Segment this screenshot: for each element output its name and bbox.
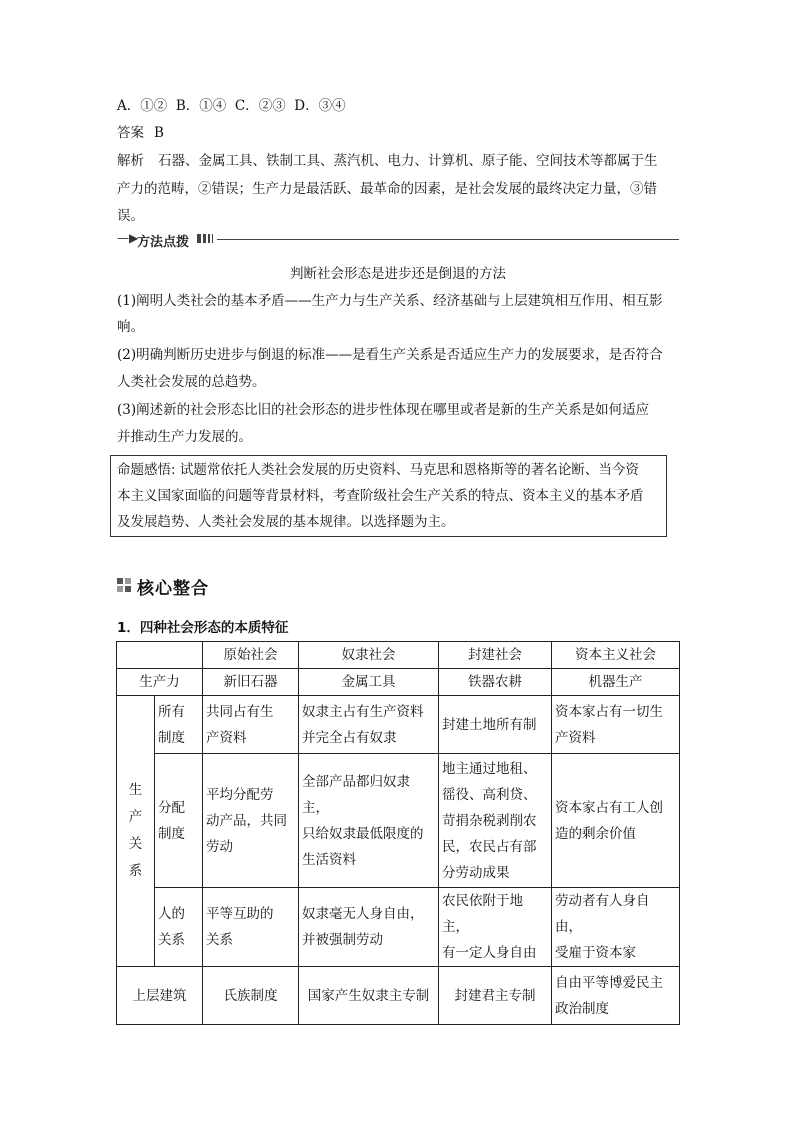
table-header-row	[117, 642, 680, 669]
relations-char: 系	[128, 863, 143, 879]
cell-line: 制度	[158, 729, 185, 746]
table-cell	[439, 696, 552, 754]
option-a: A．①②	[117, 98, 168, 114]
header-feudal: 封建社会	[439, 642, 552, 669]
analysis-label: 解析	[117, 153, 144, 169]
cell-line: 分劳动成果	[442, 864, 510, 881]
header-slave: 奴隶社会	[299, 642, 439, 669]
header-primitive: 原始社会	[203, 642, 299, 669]
cell-line: 资本家占有工人创	[555, 799, 663, 816]
table-cell	[552, 888, 680, 967]
cell-line: 奴隶毫无人身自由，	[302, 906, 424, 922]
cell-line: 并完全占有奴隶	[302, 729, 397, 746]
table-cell	[299, 754, 439, 888]
option-d: D．③④	[294, 98, 346, 114]
row-group-label-relations	[117, 696, 155, 967]
cell-line: 资本家占有一切生	[555, 703, 663, 720]
cell-line: 民，农民占有部	[442, 838, 537, 855]
cell-line: 关系	[206, 932, 233, 948]
method-line-4: 人类社会发展的总趋势。	[117, 374, 266, 390]
table-row	[117, 967, 680, 1025]
table-cell	[439, 754, 552, 888]
header-capitalist: 资本主义社会	[552, 642, 680, 669]
method-line-2: 响。	[117, 319, 144, 335]
option-c: C．②③	[234, 98, 286, 114]
method-tip-bar	[117, 231, 679, 250]
analysis-line-1	[117, 152, 679, 170]
cell-line: 农民依附于地主，	[442, 893, 523, 935]
row-label-productivity: 生产力	[117, 669, 203, 696]
analysis-line-3: 误。	[117, 208, 144, 224]
cell-line: 封建土地所有制	[442, 716, 537, 733]
table-cell	[299, 696, 439, 754]
cell-line: 共同占有生	[206, 703, 274, 720]
cell-line: 自由平等博爱民主	[555, 974, 663, 991]
cell-line: 所有	[158, 703, 185, 720]
analysis-text: 石器、金属工具、铁制工具、蒸汽机、电力、计算机、原子能、空间技术等都属于生	[158, 153, 658, 169]
table-cell: 新旧石器	[203, 669, 299, 696]
table-cell	[439, 967, 552, 1025]
table-cell	[552, 967, 680, 1025]
answer-label: 答案	[117, 125, 144, 141]
row-label-distribution	[155, 754, 203, 888]
cell-line: 生活资料	[302, 851, 356, 868]
method-line-1: (1)阐明人类社会的基本矛盾——生产力与生产关系、经济基础与上层建筑相互作用、相互影	[117, 293, 663, 309]
cell-line: 劳动者有人身自由，	[555, 893, 650, 935]
cell-line: 平均分配劳	[206, 786, 274, 803]
insight-box	[110, 455, 667, 537]
cell-line: 分配	[158, 799, 185, 816]
table-corner-cell	[117, 642, 203, 669]
cell-line: 人的	[158, 906, 185, 922]
method-line-3: (2)明确判断历史进步与倒退的标准——是看生产关系是否适应生产力的发展要求，是否符合	[117, 347, 663, 363]
table-cell	[203, 754, 299, 888]
method-line-5: (3)阐述新的社会形态比旧的社会形态的进步性体现在哪里或者是新的生产关系是如何适应	[117, 402, 650, 418]
cell-line: 产资料	[555, 729, 596, 746]
table-cell	[203, 888, 299, 967]
table-cell	[203, 696, 299, 754]
insight-line-3: 及发展趋势、人类社会发展的基本规律。以选择题为主。	[117, 514, 455, 530]
cell-line: 徭役、高利贷、	[442, 786, 537, 803]
cell-line: 劳动	[206, 838, 233, 855]
table-cell	[552, 696, 680, 754]
relations-char: 关	[128, 836, 143, 852]
table-cell: 金属工具	[299, 669, 439, 696]
cell-line: 受雇于资本家	[555, 945, 636, 961]
cell-line: 地主通过地租、	[442, 760, 537, 777]
table-cell: 铁器农耕	[439, 669, 552, 696]
table-cell: 机器生产	[552, 669, 680, 696]
relations-char: 生	[128, 782, 143, 798]
cell-line: 关系	[158, 932, 185, 948]
cell-line: 全部产品都归奴隶主，	[302, 773, 410, 816]
insight-line-2: 本主义国家面临的问题等背景材料，考查阶级社会生产关系的特点、资本主义的基本矛盾	[117, 488, 644, 504]
table-cell	[203, 967, 299, 1025]
subsection-title: 1．四种社会形态的本质特征	[117, 620, 289, 636]
insight-label: 命题感悟:	[117, 462, 176, 478]
cell-line: 政治制度	[555, 1000, 609, 1017]
table-cell	[439, 888, 552, 967]
section-title: 核心整合	[137, 579, 209, 599]
insight-line-1	[117, 461, 639, 479]
table-cell	[299, 888, 439, 967]
cell-line: 造的剩余价值	[555, 825, 636, 842]
table-row	[117, 669, 680, 696]
arrow-icon: —▶	[117, 231, 139, 245]
answer-value: B	[154, 125, 164, 141]
method-line-6: 并推动生产力发展的。	[117, 429, 252, 445]
answer-options	[117, 97, 679, 115]
method-tip-title: 方法点拨	[137, 235, 190, 250]
insight-text: 试题常依托人类社会发展的历史资料、马克思和恩格斯等的著名论断、当今资	[179, 462, 639, 478]
cell-line: 苛捐杂税剥削农	[442, 812, 537, 829]
relations-char: 产	[128, 809, 143, 825]
table-cell	[299, 967, 439, 1025]
option-b: B．①④	[175, 98, 227, 114]
cell-line: 平等互助的	[206, 906, 274, 922]
cell-line: 制度	[158, 825, 185, 842]
grid-icon	[117, 578, 131, 592]
cell-line: 动产品，共同	[206, 812, 287, 829]
table-row	[117, 754, 680, 888]
row-label-people	[155, 888, 203, 967]
cell-line: 产资料	[206, 729, 247, 746]
table-row	[117, 888, 680, 967]
analysis-line-2: 产力的范畴，②错误；生产力是最活跃、最革命的因素，是社会发展的最终决定力量，③错	[117, 181, 657, 197]
cell-line: 有一定人身自由	[442, 945, 537, 961]
cell-line: 国家产生奴隶主专制	[307, 987, 430, 1004]
answer-line	[117, 124, 679, 142]
method-heading: 判断社会形态是进步还是倒退的方法	[290, 266, 506, 282]
cell-line: 氏族制度	[223, 987, 278, 1004]
cell-line: 封建君主专制	[454, 987, 536, 1004]
social-forms-table	[116, 641, 680, 1025]
table-row	[117, 696, 680, 754]
cell-line: 并被强制劳动	[302, 932, 383, 948]
cell-line: 奴隶主占有生产资料	[302, 703, 424, 720]
divider	[217, 239, 679, 240]
bars-icon	[197, 234, 215, 253]
cell-line: 只给奴隶最低限度的	[302, 825, 424, 842]
row-label-ownership	[155, 696, 203, 754]
table-cell	[552, 754, 680, 888]
row-label-superstructure: 上层建筑	[117, 967, 203, 1025]
